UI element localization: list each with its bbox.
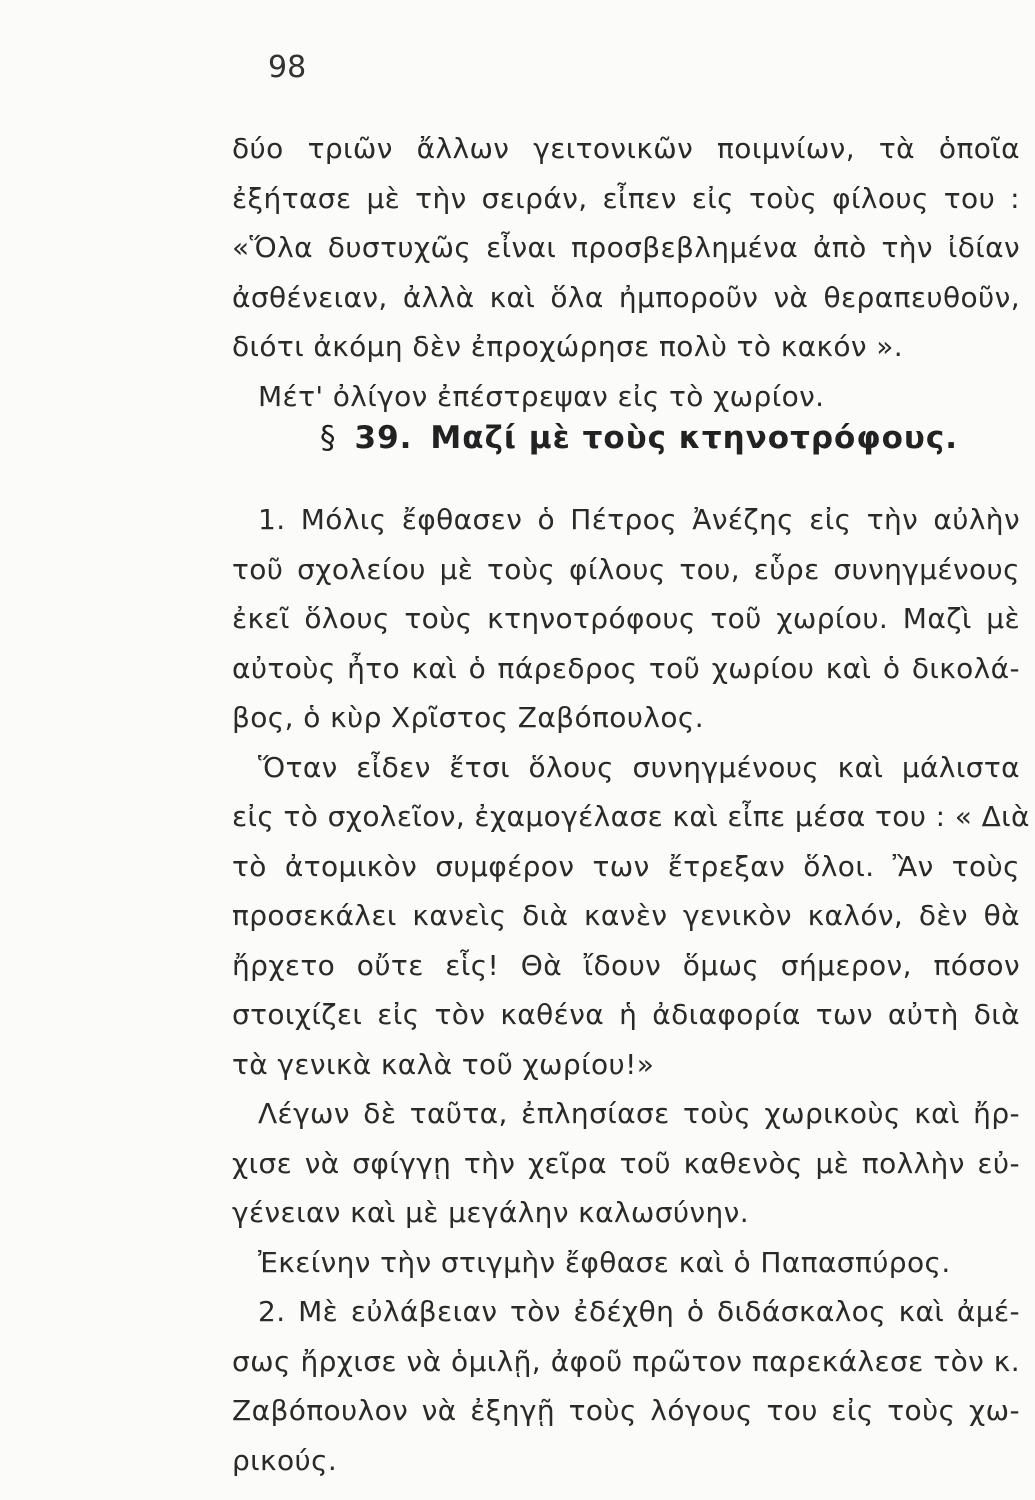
page-number: 98	[268, 50, 307, 85]
text-line: τὸ ἀτομικὸν συμφέρον των ἔτρεξαν ὅλοι. Ἂν τοὺς	[232, 849, 1020, 883]
text-line: στοιχίζει εἰς τὸν καθένα ἡ ἀδιαφορία των αὐτὴ διὰ	[232, 998, 1020, 1031]
text-line: ρικούς.	[232, 1443, 338, 1477]
section-sign: §	[320, 420, 337, 456]
text-line: Ἐκείνην τὴν στιγμὴν ἔφθασε καὶ ὁ Παπασπύρος.	[258, 1245, 951, 1279]
text-line: Μέτ' ὀλίγον ἐπέστρεψαν εἰς τὸ χωρίον.	[258, 379, 825, 413]
text-line: 2. Μὲ εὐλάβειαν τὸν ἐδέχθη ὁ διδάσκαλος καὶ ἀμέ-	[258, 1295, 1020, 1328]
text-line: 1. Μόλις ἔφθασεν ὁ Πέτρος Ἀνέζης εἰς τὴν αὐλὴν	[258, 503, 1020, 536]
paragraph-block-1	[232, 124, 1020, 421]
text-line: τοῦ σχολείου μὲ τοὺς φίλους του, εὗρε συνηγμένους	[232, 552, 1020, 586]
section-heading	[320, 420, 958, 456]
text-line: ἀσθένειαν, ἀλλὰ καὶ ὅλα ἠμποροῦν νὰ θεραπευθοῦν,	[232, 280, 1020, 314]
text-line: ἐξήτασε μὲ τὴν σειράν, εἶπεν εἰς τοὺς φίλους του :	[232, 181, 1020, 215]
text-line: ἐκεῖ ὅλους τοὺς κτηνοτρόφους τοῦ χωρίου. Μαζὶ μὲ	[232, 602, 1020, 635]
text-line: χισε νὰ σφίγγῃ τὴν χεῖρα τοῦ καθενὸς μὲ πολλὴν εὐ-	[232, 1146, 1020, 1180]
section-title: Μαζί μὲ τοὺς κτηνοτρόφους.	[430, 420, 958, 456]
section-number: 39.	[354, 420, 413, 456]
text-line: σως ἤρχισε νὰ ὁμιλῇ, ἀφοῦ πρῶτον παρεκάλεσε τὸν κ.	[232, 1344, 1020, 1378]
text-line: εἰς τὸ σχολεῖον, ἐχαμογέλασε καὶ εἶπε μέσα του : « Διὰ	[232, 800, 1030, 833]
paragraph-block-2	[232, 495, 1030, 1485]
text-line: γένειαν καὶ μὲ μεγάλην καλωσύνην.	[232, 1196, 750, 1229]
text-line: τὰ γενικὰ καλὰ τοῦ χωρίου!»	[232, 1047, 655, 1081]
text-line: διότι ἀκόμη δὲν ἐπροχώρησε πολὺ τὸ κακόν ».	[232, 330, 904, 363]
text-line: αὐτοὺς ἦτο καὶ ὁ πάρεδρος τοῦ χωρίου καὶ ὁ δικολά-	[232, 651, 1020, 685]
text-line: Λέγων δὲ ταῦτα, ἐπλησίασε τοὺς χωρικοὺς καὶ ἤρ-	[258, 1097, 1020, 1130]
text-line: Ζαβόπουλον νὰ ἐξηγῇ τοὺς λόγους του εἰς τοὺς χω-	[232, 1394, 1020, 1427]
text-line: Ὅταν εἶδεν ἔτσι ὅλους συνηγμένους καὶ μάλιστα	[258, 750, 1020, 784]
text-line: ἤρχετο οὔτε εἷς! Θὰ ἴδουν ὅμως σήμερον, πόσον	[232, 948, 1020, 982]
text-line: προσεκάλει κανεὶς διὰ κανὲν γενικὸν καλόν, δὲν θὰ	[232, 899, 1020, 932]
text-line: «Ὅλα δυστυχῶς εἶναι προσβεβλημένα ἀπὸ τὴν ἰδίαν	[232, 231, 1020, 264]
text-line: βος, ὁ κὺρ Χρῖστος Ζαβόπουλος.	[232, 701, 705, 734]
text-line: δύο τριῶν ἄλλων γειτονικῶν ποιμνίων, τὰ ὁποῖα	[232, 132, 1020, 165]
